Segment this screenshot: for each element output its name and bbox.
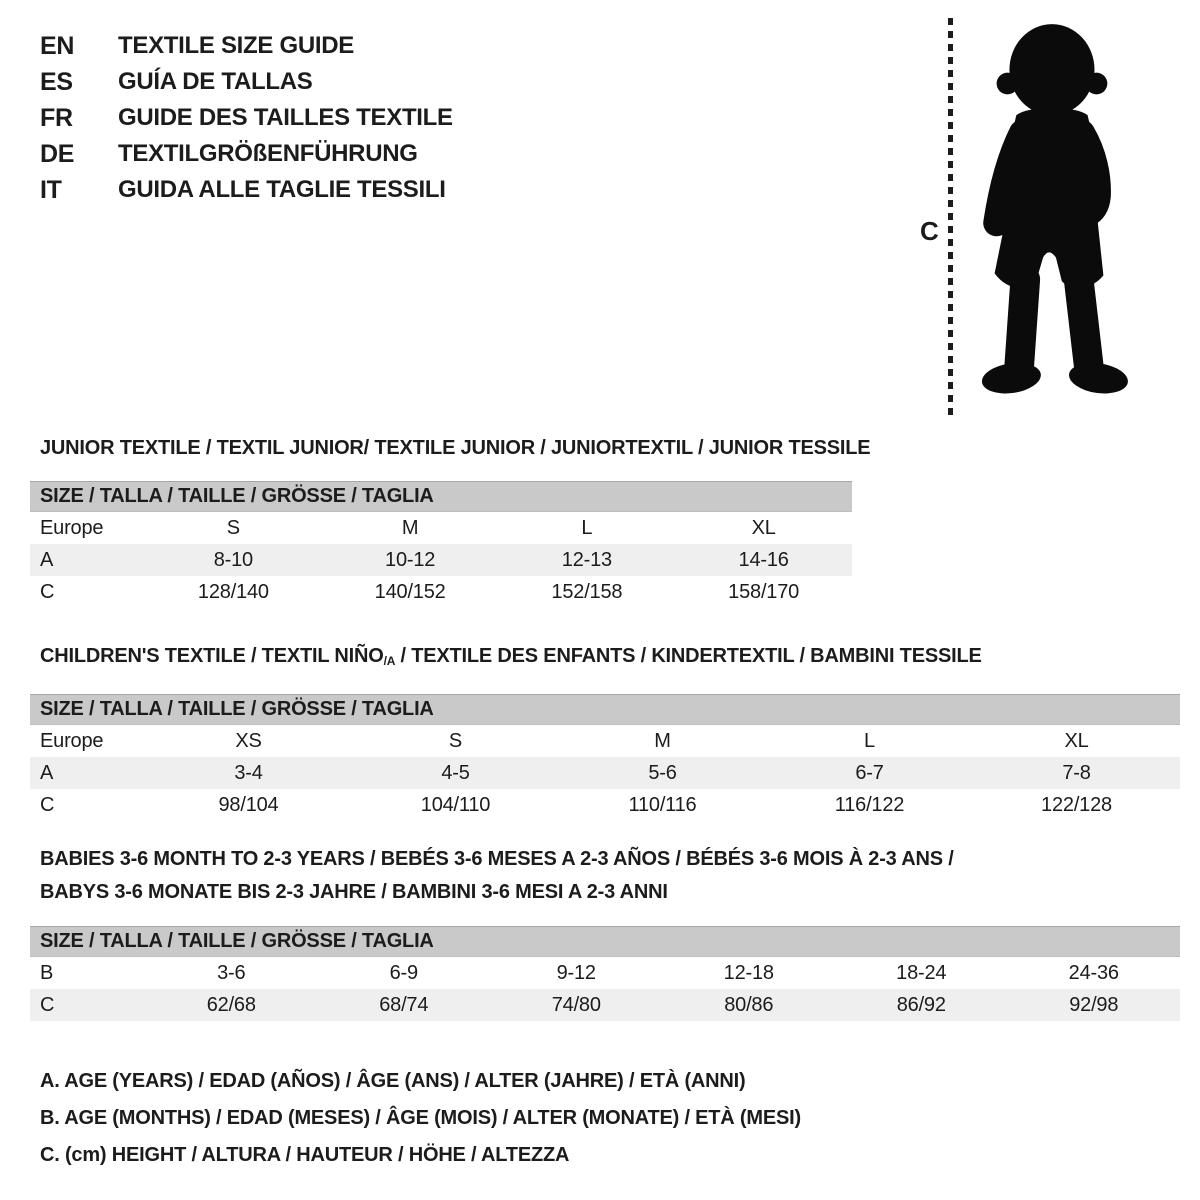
table-row: [30, 789, 1180, 821]
table-cell: S: [448, 729, 463, 752]
height-measure-label: C: [920, 216, 939, 246]
table-cell: 12-18: [723, 961, 774, 984]
table-cell: 5-6: [648, 761, 677, 784]
table-row: [30, 757, 1180, 789]
row-label: A: [40, 761, 54, 784]
language-row-en: [40, 28, 453, 64]
table-cell: 122/128: [1041, 793, 1112, 816]
language-code: ES: [40, 67, 73, 96]
row-label: B: [40, 961, 54, 984]
row-label: C: [40, 580, 55, 603]
language-row-es: [40, 64, 453, 100]
babies-size-table: [30, 926, 1180, 1021]
legend-line-b: B. AGE (MONTHS) / EDAD (MESES) / ÂGE (MOIS) / ALTER (MONATE) / ETÀ (MESI): [40, 1107, 801, 1129]
heading-text: / TEXTILE DES ENFANTS / KINDERTEXTIL / BAMBINI TESSILE: [395, 645, 982, 667]
table-cell: 6-7: [855, 761, 884, 784]
guide-title: GUIDE DES TAILLES TEXTILE: [118, 104, 453, 131]
table-cell: 10-12: [385, 548, 436, 571]
table-cell: 110/116: [628, 793, 697, 816]
table-cell: 86/92: [896, 993, 946, 1016]
table-cell: XL: [1064, 729, 1089, 752]
table-header: SIZE / TALLA / TAILLE / GRÖSSE / TAGLIA: [30, 926, 1180, 957]
children-size-table: [30, 694, 1180, 821]
row-label: Europe: [40, 729, 104, 752]
table-row: [30, 512, 852, 544]
table-cell: 14-16: [738, 548, 789, 571]
section-babies-textile: [30, 843, 1180, 1021]
table-cell: 4-5: [441, 761, 470, 784]
table-row: [30, 989, 1180, 1021]
table-cell: 158/170: [728, 580, 800, 603]
table-cell: 12-13: [561, 548, 612, 571]
table-cell: M: [654, 729, 671, 752]
table-cell: M: [401, 516, 419, 539]
guide-title: GUIDA ALLE TAGLIE TESSILI: [118, 176, 446, 203]
language-row-de: [40, 136, 453, 172]
table-header: SIZE / TALLA / TAILLE / GRÖSSE / TAGLIA: [30, 694, 1180, 725]
toddler-silhouette-icon: [960, 18, 1138, 418]
height-figure: [918, 16, 1158, 420]
language-code: FR: [40, 103, 73, 132]
language-code: DE: [40, 139, 75, 168]
table-cell: 80/86: [724, 993, 774, 1016]
table-cell: L: [581, 516, 593, 539]
table-cell: 7-8: [1062, 761, 1091, 784]
table-row: [30, 576, 852, 608]
table-row: [30, 725, 1180, 757]
junior-size-table: [30, 481, 852, 608]
row-label: C: [40, 793, 55, 816]
table-row: [30, 957, 1180, 989]
language-row-fr: [40, 100, 453, 136]
table-cell: 62/68: [206, 993, 256, 1016]
heading-line-1: BABIES 3-6 MONTH TO 2-3 YEARS / BEBÉS 3-6 MESES A 2-3 AÑOS / BÉBÉS 3-6 MOIS À 2-3 ANS /: [40, 848, 954, 870]
table-cell: 24-36: [1068, 961, 1119, 984]
section-heading: [30, 843, 1180, 909]
language-title-list: [40, 28, 453, 208]
table-cell: 140/152: [374, 580, 446, 603]
table-cell: 18-24: [896, 961, 947, 984]
table-cell: 92/98: [1069, 993, 1119, 1016]
table-cell: 3-4: [234, 761, 263, 784]
table-cell: 152/158: [551, 580, 623, 603]
legend-line-c: C. (cm) HEIGHT / ALTURA / HAUTEUR / HÖHE / ALTEZZA: [40, 1144, 570, 1166]
height-measure-line: [948, 18, 953, 416]
row-label: C: [40, 993, 55, 1016]
section-childrens-textile: [30, 644, 1180, 821]
table-header: SIZE / TALLA / TAILLE / GRÖSSE / TAGLIA: [30, 481, 852, 512]
table-cell: L: [864, 729, 875, 752]
heading-line-2: BABYS 3-6 MONATE BIS 2-3 JAHRE / BAMBINI 3-6 MESI A 2-3 ANNI: [40, 881, 668, 903]
table-cell: XS: [235, 729, 262, 752]
table-cell: 68/74: [379, 993, 429, 1016]
section-junior-textile: [30, 436, 870, 608]
language-row-it: [40, 172, 453, 208]
section-heading: [30, 644, 1180, 673]
table-cell: 116/122: [834, 793, 905, 816]
table-cell: 8-10: [213, 548, 253, 571]
language-code: IT: [40, 175, 62, 204]
heading-text: CHILDREN'S TEXTILE / TEXTIL NIÑO: [40, 645, 384, 667]
row-label: Europe: [40, 516, 104, 539]
table-cell: S: [226, 516, 240, 539]
heading-subscript: /A: [383, 654, 396, 668]
guide-title: TEXTILGRÖßENFÜHRUNG: [118, 140, 418, 167]
table-cell: 9-12: [556, 961, 596, 984]
table-cell: XL: [751, 516, 776, 539]
row-label: A: [40, 548, 54, 571]
table-cell: 98/104: [218, 793, 279, 816]
section-heading: JUNIOR TEXTILE / TEXTIL JUNIOR/ TEXTILE JUNIOR / JUNIORTEXTIL / JUNIOR TESSILE: [40, 437, 871, 459]
guide-title: GUÍA DE TALLAS: [118, 68, 313, 95]
table-cell: 128/140: [197, 580, 269, 603]
guide-title: TEXTILE SIZE GUIDE: [118, 32, 354, 59]
legend-line-a: A. AGE (YEARS) / EDAD (AÑOS) / ÂGE (ANS) / ALTER (JAHRE) / ETÀ (ANNI): [40, 1070, 746, 1092]
measurement-legend: [40, 1063, 801, 1174]
table-cell: 104/110: [420, 793, 491, 816]
table-cell: 74/80: [551, 993, 601, 1016]
table-row: [30, 544, 852, 576]
table-cell: 6-9: [389, 961, 418, 984]
language-code: EN: [40, 31, 75, 60]
table-cell: 3-6: [217, 961, 246, 984]
